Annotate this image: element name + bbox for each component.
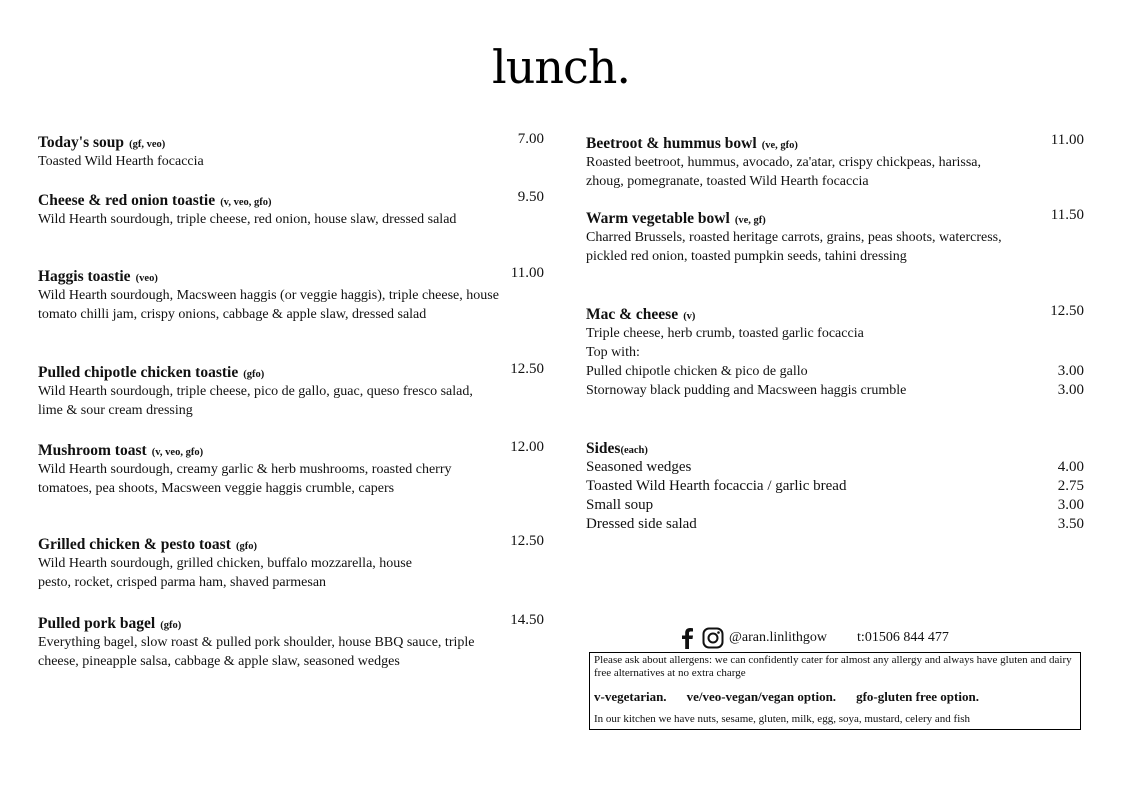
item-description: Everything bagel, slow roast & pulled pork shoulder, house BBQ sauce, triple cheese, pineapple salsa, cabbage & apple slaw, seasoned wedges bbox=[38, 635, 475, 669]
item-name: Haggis toastie bbox=[38, 268, 131, 285]
item-name: Beetroot & hummus bowl bbox=[586, 135, 757, 152]
contact-bar bbox=[680, 626, 949, 650]
item-name: Mushroom toast bbox=[38, 442, 147, 459]
item-price: 14.50 bbox=[510, 612, 544, 628]
top-with-label: Top with: bbox=[586, 345, 640, 360]
item-price: 11.00 bbox=[510, 265, 544, 281]
side-row bbox=[586, 477, 1084, 496]
item-description: Triple cheese, herb crumb, toasted garlic focaccia bbox=[586, 326, 864, 341]
item-price: 12.50 bbox=[510, 533, 544, 549]
menu-item-chicken-pesto-toast bbox=[38, 533, 544, 592]
dietary-tags: (gf, veo) bbox=[129, 139, 166, 150]
legend-vegan: ve/veo-vegan/vegan option. bbox=[686, 689, 837, 704]
side-price: 2.75 bbox=[1057, 478, 1084, 494]
topping-price: 3.00 bbox=[1057, 363, 1084, 379]
phone-number: t:01506 844 477 bbox=[857, 630, 949, 645]
menu-item-todays-soup bbox=[38, 131, 544, 171]
menu-title: lunch. bbox=[492, 40, 630, 94]
item-price: 11.00 bbox=[1050, 132, 1084, 148]
facebook-icon[interactable] bbox=[680, 627, 694, 649]
item-price: 12.50 bbox=[510, 361, 544, 377]
item-name: Pulled pork bagel bbox=[38, 615, 156, 632]
allergen-info-box bbox=[589, 652, 1081, 730]
side-label: Dressed side salad bbox=[586, 516, 697, 532]
side-row bbox=[586, 458, 1084, 477]
item-price: 9.50 bbox=[517, 189, 544, 205]
item-price: 12.00 bbox=[510, 439, 544, 455]
dietary-tags: (ve, gf) bbox=[734, 215, 766, 226]
sides-section bbox=[586, 437, 1084, 534]
side-price: 3.00 bbox=[1057, 497, 1084, 513]
topping-label: Stornoway black pudding and Macsween haggis crumble bbox=[586, 383, 907, 398]
dietary-legend bbox=[594, 689, 1076, 705]
menu-item-pulled-pork-bagel bbox=[38, 612, 544, 671]
instagram-icon[interactable] bbox=[702, 627, 724, 649]
item-name: Mac & cheese bbox=[586, 306, 679, 323]
side-row bbox=[586, 515, 1084, 534]
menu-item-warm-vegetable-bowl bbox=[586, 207, 1084, 266]
side-label: Seasoned wedges bbox=[586, 459, 692, 475]
side-price: 3.50 bbox=[1057, 516, 1084, 532]
item-price: 11.50 bbox=[1050, 207, 1084, 223]
item-description: Toasted Wild Hearth focaccia bbox=[38, 154, 204, 169]
kitchen-allergens: In our kitchen we have nuts, sesame, gluten, milk, egg, soya, mustard, celery and fish bbox=[594, 713, 971, 725]
sides-title: Sides bbox=[586, 440, 621, 457]
menu-item-cheese-onion-toastie bbox=[38, 189, 544, 229]
menu-item-beetroot-bowl bbox=[586, 132, 1084, 191]
dietary-tags: (gfo) bbox=[243, 369, 265, 380]
legend-vegetarian: v-vegetarian. bbox=[594, 689, 667, 704]
menu-item-mac-cheese bbox=[586, 303, 1084, 400]
item-name: Today's soup bbox=[38, 134, 125, 151]
dietary-tags: (gfo) bbox=[160, 620, 182, 631]
legend-gluten-free: gfo-gluten free option. bbox=[856, 689, 979, 704]
item-description: Wild Hearth sourdough, Macsween haggis (or veggie haggis), triple cheese, house tomato chilli jam, crispy onions, cabbage & apple slaw, dressed salad bbox=[38, 288, 499, 322]
item-description: Roasted beetroot, hummus, avocado, za'atar, crispy chickpeas, harissa, zhoug, pomegranate, toasted Wild Hearth focaccia bbox=[586, 155, 981, 189]
menu-item-haggis-toastie bbox=[38, 265, 544, 324]
topping-price: 3.00 bbox=[1057, 382, 1084, 398]
item-description: Wild Hearth sourdough, triple cheese, pico de gallo, guac, queso fresco salad, lime & sour cream dressing bbox=[38, 384, 473, 418]
sides-note: (each) bbox=[620, 445, 648, 456]
topping-label: Pulled chipotle chicken & pico de gallo bbox=[586, 364, 808, 379]
dietary-tags: (v, veo, gfo) bbox=[151, 447, 204, 458]
item-description: Wild Hearth sourdough, triple cheese, red onion, house slaw, dressed salad bbox=[38, 212, 457, 227]
side-price: 4.00 bbox=[1057, 459, 1084, 475]
side-label: Toasted Wild Hearth focaccia / garlic bread bbox=[586, 478, 847, 494]
dietary-tags: (v, veo, gfo) bbox=[220, 197, 272, 208]
menu-item-mushroom-toast bbox=[38, 439, 544, 498]
topping-row bbox=[586, 362, 1084, 381]
dietary-tags: (ve, gfo) bbox=[761, 140, 798, 151]
allergen-intro: Please ask about allergens: we can confidently cater for almost any allergy and always have gluten and dairy free alternatives at no extra charge bbox=[594, 654, 1072, 679]
side-row bbox=[586, 496, 1084, 515]
menu-item-chipotle-toastie bbox=[38, 361, 544, 420]
item-price: 7.00 bbox=[517, 131, 544, 147]
item-description: Wild Hearth sourdough, creamy garlic & herb mushrooms, roasted cherry tomatoes, pea shoots, Macsween veggie haggis crumble, capers bbox=[38, 462, 452, 496]
dietary-tags: (veo) bbox=[135, 273, 158, 284]
topping-row bbox=[586, 381, 1084, 400]
item-name: Grilled chicken & pesto toast bbox=[38, 536, 231, 553]
item-description: Wild Hearth sourdough, grilled chicken, buffalo mozzarella, house pesto, rocket, crisped parma ham, shaved parmesan bbox=[38, 556, 412, 590]
item-name: Pulled chipotle chicken toastie bbox=[38, 364, 239, 381]
item-description: Charred Brussels, roasted heritage carrots, grains, peas shoots, watercress, pickled red onion, toasted pumpkin seeds, tahini dressing bbox=[586, 230, 1002, 264]
item-name: Warm vegetable bowl bbox=[586, 210, 730, 227]
instagram-handle[interactable]: @aran.linlithgow bbox=[729, 630, 828, 645]
side-label: Small soup bbox=[586, 497, 654, 513]
item-price: 12.50 bbox=[1050, 303, 1084, 319]
dietary-tags: (v) bbox=[683, 311, 696, 322]
dietary-tags: (gfo) bbox=[235, 541, 257, 552]
item-name: Cheese & red onion toastie bbox=[38, 192, 216, 209]
